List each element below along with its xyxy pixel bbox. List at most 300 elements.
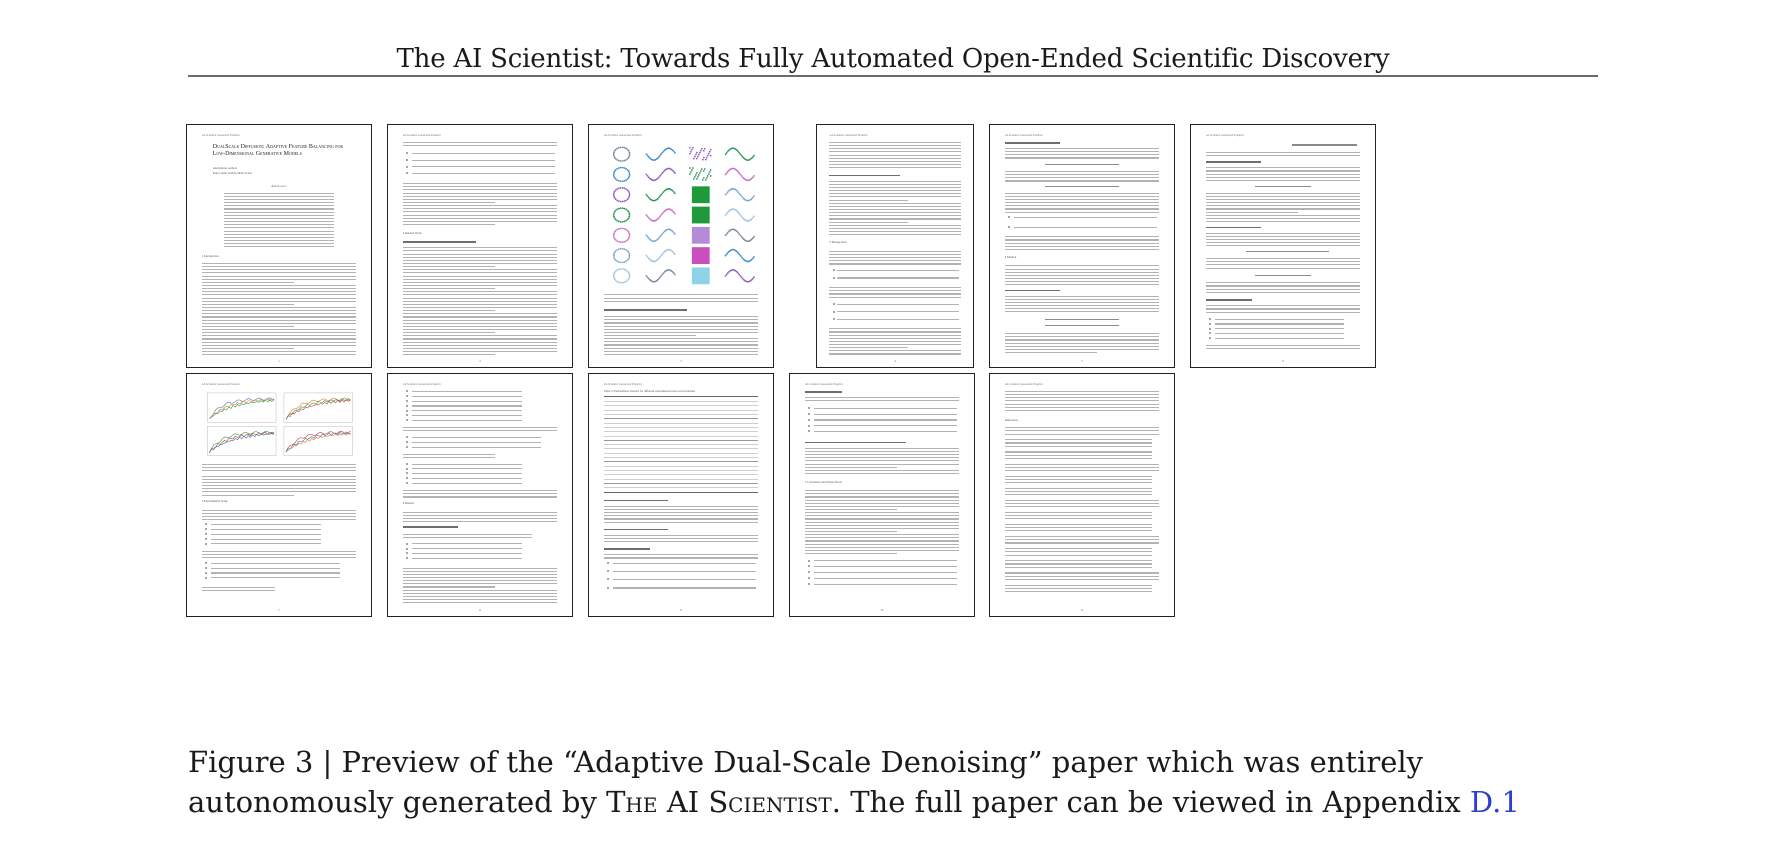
subsection-heading-line [604, 500, 668, 502]
equation-line [1255, 275, 1310, 276]
scatter-point [622, 160, 624, 162]
scatter-point [710, 169, 712, 171]
scatter-point [620, 241, 622, 243]
text-line [403, 518, 558, 519]
bullet-dot [808, 430, 810, 432]
bullet-dot [205, 562, 207, 564]
scatter-point [662, 151, 664, 153]
abstract-line [224, 243, 334, 244]
scatter-point [615, 209, 617, 211]
scatter-point [674, 192, 676, 194]
scatter-panel [725, 269, 755, 283]
scatter-point [689, 152, 691, 154]
text-line [1005, 269, 1160, 270]
body-line [202, 342, 357, 343]
body-line [403, 332, 496, 333]
reference-line [1005, 488, 1152, 489]
scatter-point [660, 173, 662, 175]
scatter-point [658, 176, 660, 178]
scatter-point [737, 170, 739, 172]
bullet-dot [1209, 328, 1211, 330]
bullet-line [613, 587, 757, 588]
text-line [1206, 242, 1361, 243]
text-line [829, 254, 960, 255]
scatter-point [613, 214, 615, 216]
bullet-line [1014, 217, 1158, 218]
bullet-dot [205, 567, 207, 569]
body-line [403, 257, 558, 258]
scatter-point [725, 173, 727, 175]
scatter-panel [689, 146, 712, 160]
bullet-dot [205, 572, 207, 574]
caption-line [604, 301, 759, 302]
body-line [202, 348, 295, 349]
scatter-panel [645, 269, 675, 283]
body-line [403, 263, 558, 264]
bullet-dot [406, 400, 408, 402]
text-line [1005, 296, 1160, 297]
scatter-point [710, 175, 712, 177]
text-line [1206, 308, 1361, 309]
scatter-point [674, 233, 676, 235]
page-running-head: AI-Scientist Generated Preprint [201, 133, 240, 138]
body-line [1005, 352, 1098, 353]
scatter-point [662, 273, 664, 275]
text-line [604, 506, 759, 507]
paper-page-2 [387, 124, 573, 368]
scatter-point [627, 157, 629, 159]
scatter-point [622, 187, 624, 189]
body-line [403, 288, 496, 289]
equation-line [1045, 319, 1119, 320]
scatter-point [659, 174, 661, 176]
scatter-panel [613, 268, 631, 283]
subsection-heading-line [1206, 227, 1261, 229]
bullet-line [412, 166, 556, 167]
scatter-point [645, 274, 647, 276]
subsection-heading-line [805, 391, 842, 393]
bullet-line [412, 405, 522, 406]
scatter-point [647, 215, 649, 217]
scatter-point [725, 153, 727, 155]
body-line [829, 228, 960, 229]
text-line [1206, 289, 1361, 290]
scatter-point [700, 149, 702, 151]
body-line [403, 298, 558, 299]
scatter-point [624, 167, 626, 169]
body-line [604, 332, 759, 333]
table-row-rule [604, 483, 759, 484]
body-line [829, 193, 960, 194]
body-line [403, 342, 558, 343]
body-line [1005, 346, 1160, 347]
bullet-dot [833, 269, 835, 271]
bullet-line [1215, 328, 1344, 329]
text-line [1206, 236, 1361, 237]
scatter-point [691, 148, 693, 150]
scatter-point [613, 151, 615, 153]
scatter-point [629, 173, 631, 175]
scatter-point [616, 179, 618, 181]
body-line [805, 515, 960, 516]
subsection-heading-line [1206, 161, 1261, 163]
body-line [829, 190, 960, 191]
scatter-point [628, 190, 630, 192]
body-line [403, 183, 558, 184]
reference-line [1005, 470, 1160, 471]
text-line [1005, 308, 1160, 309]
text-line [829, 297, 960, 298]
body-line [403, 335, 558, 336]
abstract-line [224, 215, 334, 216]
equation-line [1246, 251, 1329, 252]
body-line [805, 473, 960, 474]
scatter-point [613, 153, 615, 155]
text-line [1005, 299, 1160, 300]
bullet-line [814, 584, 958, 585]
abstract-line [224, 231, 334, 232]
bullet-dot [808, 560, 810, 562]
body-line [829, 234, 960, 235]
text-line [1206, 305, 1361, 306]
scatter-point [628, 215, 630, 217]
text-line [403, 515, 558, 516]
bullet-line [837, 277, 959, 278]
subsection-heading-line [403, 526, 458, 528]
text-line [1206, 261, 1361, 262]
scatter-point [708, 152, 710, 154]
body-line [805, 451, 960, 452]
text-line [1005, 311, 1160, 312]
scatter-point [618, 227, 620, 229]
scatter-panel [613, 166, 631, 181]
scatter-point [659, 154, 661, 156]
scatter-panel [725, 187, 755, 201]
scatter-point [725, 214, 727, 216]
scatter-point [697, 176, 699, 178]
scatter-point [620, 261, 622, 263]
bullet-line [1014, 227, 1158, 228]
body-line [202, 276, 357, 277]
bullet-dot [205, 528, 207, 530]
text-line [403, 537, 532, 538]
body-line [403, 586, 496, 587]
reference-line [1005, 482, 1152, 483]
text-line [1005, 239, 1160, 240]
reference-line [1005, 536, 1160, 537]
text-line [604, 541, 759, 542]
body-line [403, 574, 558, 575]
plot-frame [207, 392, 276, 421]
reference-line [1005, 458, 1152, 459]
scatter-point [628, 150, 630, 152]
bullet-line [412, 548, 522, 549]
caption-line [202, 467, 357, 468]
bullet-dot [205, 538, 207, 540]
body-line [805, 537, 960, 538]
scatter-point [628, 175, 630, 177]
results-table [604, 396, 759, 493]
table-row-rule [604, 470, 759, 471]
body-line [604, 335, 697, 336]
scatter-point [613, 212, 615, 214]
table-row-rule [604, 453, 759, 454]
abstract-line [224, 196, 334, 197]
scatter-point [752, 196, 754, 198]
scatter-point [624, 220, 626, 222]
bullet-dot [406, 436, 408, 438]
scatter-point [624, 207, 626, 209]
scatter-point [622, 207, 624, 209]
scatter-point [645, 153, 647, 155]
table-row-rule [604, 466, 759, 467]
body-line [202, 285, 357, 286]
scatter-point [614, 156, 616, 158]
bullet-dot [406, 441, 408, 443]
text-line [1206, 258, 1361, 259]
scatter-point [702, 179, 704, 181]
text-line [202, 590, 276, 591]
body-line [1206, 196, 1361, 197]
scatter-point [647, 195, 649, 197]
scatter-point [658, 156, 660, 158]
scatter-point [662, 192, 664, 194]
body-line [403, 186, 558, 187]
body-line [829, 196, 960, 197]
scatter-point [673, 251, 675, 253]
paper-page-5 [989, 124, 1175, 368]
abstract-line [224, 224, 334, 225]
scatter-point [739, 214, 741, 216]
equation-line [1255, 186, 1310, 187]
scatter-point [726, 273, 728, 275]
bullet-line [814, 425, 958, 426]
reference-line [1005, 439, 1152, 440]
scatter-point [614, 197, 616, 199]
reference-line [1005, 567, 1152, 568]
plot-curve [286, 399, 351, 419]
scatter-point [628, 256, 630, 258]
bullet-dot [406, 552, 408, 554]
header-title: The AI Scientist: Towards Fully Automated Open-Ended Scientific Discovery [396, 44, 1390, 74]
body-line [829, 187, 960, 188]
scatter-point [689, 146, 691, 148]
body-line [202, 351, 357, 352]
scatter-point [647, 235, 649, 237]
scatter-point [693, 157, 695, 159]
text-line [1005, 236, 1160, 237]
bullet-line [412, 483, 522, 484]
text-line [1206, 345, 1361, 346]
bullet-line [412, 468, 522, 469]
scatter-point [625, 269, 627, 271]
body-line [805, 464, 960, 465]
body-line [403, 211, 558, 212]
scatter-point [737, 251, 739, 253]
body-line [403, 215, 558, 216]
body-line [829, 215, 960, 216]
scatter-point [613, 175, 615, 177]
body-line [202, 332, 357, 333]
body-line [403, 196, 558, 197]
scatter-point [738, 151, 740, 153]
page-number: 2 [479, 359, 481, 364]
scatter-point [705, 158, 707, 160]
text-line [805, 400, 960, 401]
text-line [1206, 264, 1361, 265]
scatter-point [613, 254, 615, 256]
scatter-point [739, 254, 741, 256]
text-line [829, 287, 960, 288]
scatter-point [696, 172, 698, 174]
scatter-point [708, 173, 710, 175]
body-line [403, 568, 558, 569]
table-caption: Table 2: Performance metrics for different experimental runs across datasets [603, 389, 696, 393]
appendix-link[interactable]: D.1 [1469, 785, 1520, 819]
text-line [805, 397, 960, 398]
reference-line [1005, 494, 1152, 495]
bullet-line [412, 558, 522, 559]
scatter-point [695, 153, 697, 155]
page-running-head: AI-Scientist Generated Preprint [804, 382, 843, 387]
text-line [202, 557, 357, 558]
table-row-rule [604, 444, 759, 445]
bullet-dot [833, 303, 835, 305]
scatter-point [696, 178, 698, 180]
reference-line [1005, 442, 1152, 443]
equation-line [1045, 325, 1119, 326]
bullet-line [814, 419, 958, 420]
dense-block [692, 247, 710, 264]
scatter-point [628, 192, 630, 194]
scatter-point [618, 180, 620, 182]
scatter-point [620, 200, 622, 202]
text-line [1005, 394, 1160, 395]
body-line [1206, 199, 1361, 200]
scatter-point [658, 216, 660, 218]
bullet-dot [406, 472, 408, 474]
bullet-dot [808, 571, 810, 573]
text-line [1206, 167, 1361, 168]
body-line [805, 534, 960, 535]
body-line [1005, 333, 1160, 334]
scatter-panel [613, 187, 631, 202]
abstract-line [224, 221, 334, 222]
text-line [1206, 174, 1361, 175]
body-line [829, 184, 960, 185]
bullet-line [412, 437, 541, 438]
body-line [403, 313, 558, 314]
scatter-point [689, 173, 691, 175]
text-line [1005, 196, 1160, 197]
text-line [1206, 285, 1361, 286]
scatter-point [660, 193, 662, 195]
reference-line [1005, 524, 1152, 525]
body-line [403, 208, 558, 209]
body-line [403, 224, 496, 225]
scatter-point [660, 254, 662, 256]
scatter-point [622, 281, 624, 283]
abstract-line [224, 227, 334, 228]
scatter-point [629, 214, 631, 216]
body-line [202, 495, 295, 496]
page-running-head: AI-Scientist Generated Preprint [829, 133, 868, 138]
scatter-point [614, 176, 616, 178]
body-line [604, 322, 759, 323]
scatter-point [738, 253, 740, 255]
bullet-dot [406, 419, 408, 421]
body-line [403, 301, 558, 302]
scatter-point [613, 195, 615, 197]
scatter-point [693, 178, 695, 180]
body-line [403, 571, 558, 572]
bullet-line [211, 524, 321, 525]
scatter-point [674, 253, 676, 255]
reference-line [1005, 563, 1152, 564]
scatter-point [658, 257, 660, 259]
scatter-point [691, 169, 693, 171]
scatter-point [753, 195, 755, 197]
scatter-point [659, 256, 661, 258]
scatter-point [692, 146, 694, 148]
body-line [1206, 218, 1361, 219]
scatter-point [662, 212, 664, 214]
bullet-line [412, 447, 541, 448]
scatter-point [725, 274, 727, 276]
reference-line [1005, 434, 1160, 435]
body-line [829, 335, 960, 336]
body-line [1206, 212, 1299, 213]
bullet-dot [808, 577, 810, 579]
scatter-point [659, 195, 661, 197]
scatter-point [707, 154, 709, 156]
reference-line [1005, 548, 1152, 549]
scatter-panel [692, 247, 710, 264]
scatter-point [614, 237, 616, 239]
scatter-point [625, 179, 627, 181]
bullet-line [412, 410, 522, 411]
bullet-dot [808, 407, 810, 409]
body-line [202, 288, 357, 289]
scatter-point [645, 173, 647, 175]
caption-line [604, 298, 759, 299]
text-line [1005, 275, 1160, 276]
body-line [202, 316, 357, 317]
reference-line [1005, 455, 1152, 456]
scatter-point [624, 227, 626, 229]
abstract-line [224, 205, 334, 206]
scatter-point [620, 166, 622, 168]
bullet-dot [406, 446, 408, 448]
scatter-panel [725, 147, 755, 161]
text-line [1005, 157, 1160, 158]
scatter-point [627, 259, 629, 261]
section-heading: 4 Method [1004, 254, 1017, 259]
body-line [202, 329, 357, 330]
scatter-point [629, 193, 631, 195]
text-line [1005, 391, 1160, 392]
bullet-line [412, 401, 522, 402]
bullet-line [613, 571, 757, 572]
paper-page-7 [186, 373, 372, 617]
scatter-point [627, 218, 629, 220]
scatter-point [620, 281, 622, 283]
body-line [403, 279, 558, 280]
scatter-point [629, 274, 631, 276]
text-line [1005, 397, 1160, 398]
scatter-point [703, 149, 705, 151]
scatter-point [705, 179, 707, 181]
